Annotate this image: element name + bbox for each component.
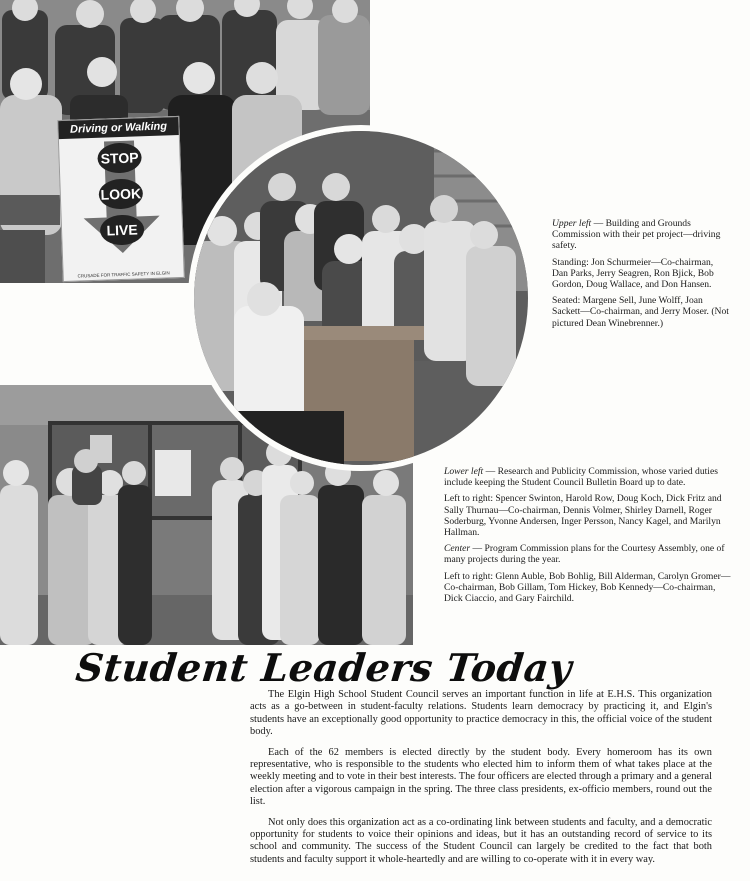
caption-upper-left-seated: Seated: Margene Sell, June Wolff, Joan Sackett—Co-chairman, and Jerry Moser. (Not pictured Dean Winebrenner.) <box>552 295 729 329</box>
article-body <box>250 689 712 874</box>
article-paragraph: Each of the 62 members is elected directly by the student body. Every homeroom has its own representative, who is responsible to the students who elected him to inform them of what takes place at the weekly meeting and to vote in their best interests. The four officers are elected through a primary and a general election after a vigorous campaign in the spring. The three class presidents, ex-officio members, round out the list. <box>250 746 712 808</box>
traffic-safety-poster <box>57 116 185 282</box>
article-paragraph: Not only does this organization act as a co-ordinating link between students and faculty, and a democratic opportunity for students to voice their opinions and ideas, but it has an outstanding record of service to its school and community. The success of the Student Council can largely be credited to the fact that both students and faculty support it whole-heartedly and are willing to co-operate with it in every way. <box>250 816 712 865</box>
caption-lower-left-and-center <box>444 466 734 609</box>
poster-title: Driving or Walking <box>58 117 179 139</box>
caption-upper-left <box>552 218 730 334</box>
poster-look: LOOK <box>98 178 143 210</box>
caption-center-description: — Program Commission plans for the Courtesy Assembly, one of many projects during the year. <box>444 543 725 566</box>
caption-center-intro <box>444 543 734 565</box>
caption-center-names: Left to right: Glenn Auble, Bob Bohlig, Bill Alderman, Carolyn Gromer—Co-chairman, Bob Gillam, Tom Hickey, Bob Kennedy—Co-chairman, Dick Ciaccio, and Gary Fairchild. <box>444 570 731 605</box>
caption-lower-left-label: Lower left <box>444 466 484 477</box>
caption-lower-left-names: Left to right: Spencer Swinton, Harold Row, Doug Koch, Dick Fritz and Sally Thurnau—Co-chairman, Dennis Volmer, Shirley Darnell, Roger Soderburg, Yvonne Andersen, Inger Persson, Nancy Kagel, and Marilyn Hallman. <box>444 493 722 539</box>
poster-live: LIVE <box>100 214 145 246</box>
photo-program-commission <box>188 125 534 471</box>
caption-upper-left-intro <box>552 218 730 252</box>
caption-center-label: Center <box>444 543 471 555</box>
article-paragraph: The Elgin High School Student Council serves an important function in life at E.H.S. This organization acts as a go-between in student-faculty relations. Students learn democracy by practicing it, and Elgin's students have an exceptionally good opportunity to practice democracy in this, the official voice of the student body. <box>250 689 712 738</box>
caption-lower-left-description: — Research and Publicity Commission, whose varied duties include keeping the Student Council Bulletin Board up to date. <box>444 466 718 489</box>
caption-upper-left-standing: Standing: Jon Schurmeier—Co-chairman, Dan Parks, Jerry Seagren, Ron Bjick, Bob Gordon, Doug Wallace, and Don Hansen. <box>552 256 714 291</box>
poster-stop: STOP <box>97 142 142 174</box>
poster-footer: CRUSADE FOR TRAFFIC SAFETY IN ELGIN <box>77 270 170 279</box>
caption-upper-left-label: Upper left <box>552 218 592 229</box>
caption-lower-left-intro <box>444 466 734 488</box>
page-title: Student Leaders Today <box>73 645 575 690</box>
caption-upper-left-description: — Building and Grounds Commission with their pet project—driving safety. <box>552 218 721 252</box>
